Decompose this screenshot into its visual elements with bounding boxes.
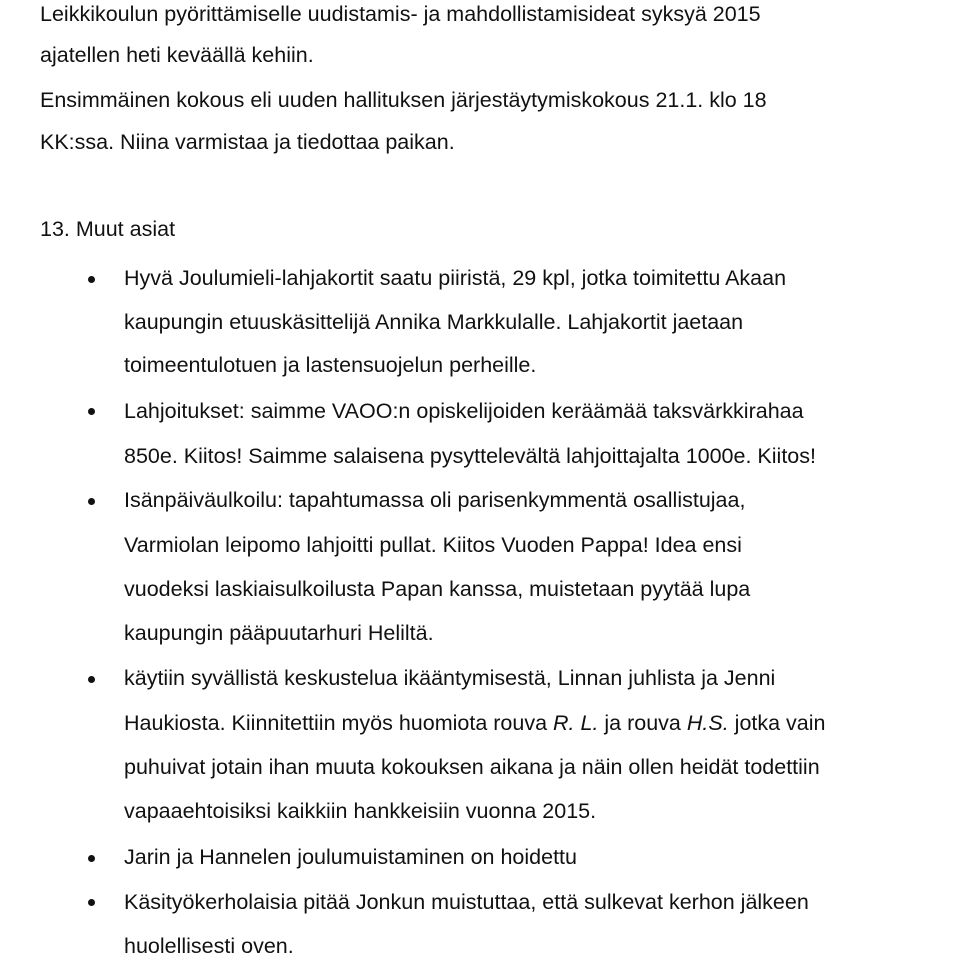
bullet-2-line-1: Lahjoitukset: saimme VAOO:n opiskelijoiden keräämää taksvärkkirahaa [124,399,804,423]
bullet-4-text-c: jotka vain [728,711,826,735]
bullet-icon [88,855,95,862]
bullet-icon [88,899,95,906]
bullet-icon [88,498,95,505]
bullet-4-line-3: puhuivat jotain ihan muuta kokouksen aikana ja näin ollen heidät todettiin [124,755,820,779]
initials-hs: H.S. [686,711,729,735]
bullet-1-line-3: toimeentulotuen ja lastensuojelun perheille. [124,353,537,377]
bullet-2-line-2: 850e. Kiitos! Saimme salaisena pysyttelevältä lahjoittajalta 1000e. Kiitos! [124,444,816,468]
bullet-4-line-2 [124,713,826,735]
bullet-4-text-a: Haukiosta. Kiinnitettiin myös huomiota rouva [124,711,554,735]
intro-line-1: Leikkikoulun pyörittämiselle uudistamis- ja mahdollistamisideat syksyä 2015 [40,2,761,26]
intro-line-4: KK:ssa. Niina varmistaa ja tiedottaa paikan. [40,130,455,154]
bullet-icon [88,276,95,283]
bullet-3-line-4: kaupungin pääpuutarhuri Heliltä. [124,621,434,645]
bullet-icon [88,408,95,415]
bullet-4-line-1: käytiin syvällistä keskustelua ikääntymisestä, Linnan juhlista ja Jenni [124,666,776,690]
bullet-3-line-1: Isänpäiväulkoilu: tapahtumassa oli parisenkymmentä osallistujaa, [124,488,746,512]
bullet-4-text-b: ja rouva [598,711,687,735]
bullet-6-line-1: Käsityökerholaisia pitää Jonkun muistuttaa, että sulkevat kerhon jälkeen [124,890,809,914]
section-heading: 13. Muut asiat [40,217,176,241]
bullet-3-line-3: vuodeksi laskiaisulkoilusta Papan kanssa, muistetaan pyytää lupa [124,577,751,601]
bullet-1-line-2: kaupungin etuuskäsittelijä Annika Markkulalle. Lahjakortit jaetaan [124,310,744,334]
bullet-5-line-1: Jarin ja Hannelen joulumuistaminen on hoidettu [124,845,577,869]
bullet-4-line-4: vapaaehtoisiksi kaikkiin hankkeisiin vuonna 2015. [124,799,597,823]
intro-line-3: Ensimmäinen kokous eli uuden hallituksen järjestäytymiskokous 21.1. klo 18 [40,88,767,112]
initials-rl: R. L. [553,711,599,735]
bullet-icon [88,676,95,683]
bullet-1-line-1: Hyvä Joulumieli-lahjakortit saatu piiristä, 29 kpl, jotka toimitettu Akaan [124,266,787,290]
intro-line-2: ajatellen heti keväällä kehiin. [40,43,314,67]
bullet-3-line-2: Varmiolan leipomo lahjoitti pullat. Kiitos Vuoden Pappa! Idea ensi [124,533,742,557]
bullet-6-line-2: huolellisesti oven. [124,934,294,958]
